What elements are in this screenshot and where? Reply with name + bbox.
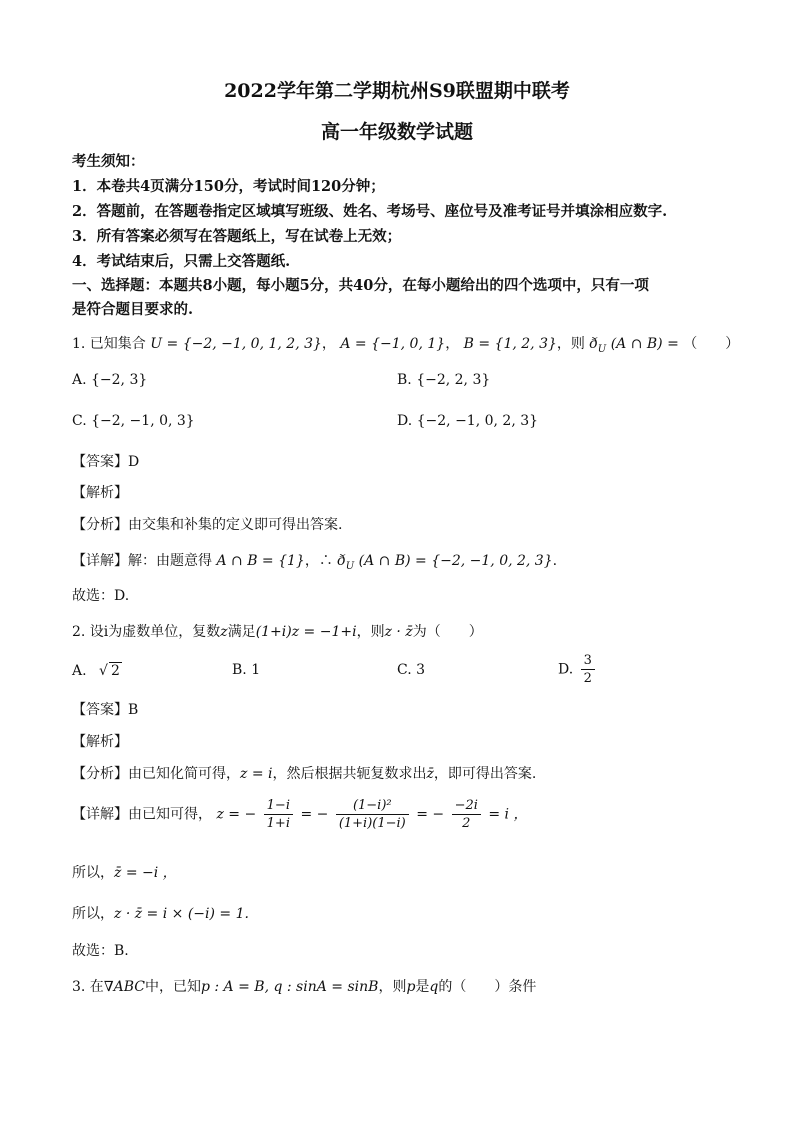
q2-stem-b: 满足	[227, 624, 256, 640]
q3-stem-e: 的（ ）条件	[438, 979, 537, 995]
q1-guxuan: 故选：D.	[72, 588, 130, 604]
q1-prefix: 1. 已知集合	[72, 336, 146, 352]
fenxi-tag: 【分析】	[72, 766, 128, 782]
question-2-stem	[72, 621, 483, 641]
q2-equation: (1+i)z = −1+i	[255, 624, 357, 640]
q1-blank: （ ）	[683, 336, 740, 352]
q2-xiangjie	[72, 797, 527, 832]
q1-option-c: C. {−2, −1, 0, 3}	[72, 413, 195, 429]
q2-option-a: A. √ 2	[72, 663, 120, 679]
fenxi-text-a: 由已知化简可得，	[128, 766, 240, 782]
notice-item-2: 2．答题前，在答题卷指定区域填写班级、姓名、考场号、座位号及准考证号并填涂相应数字.	[72, 203, 668, 220]
q1-jiexi: 【解析】	[72, 485, 128, 501]
suoyi-pre: 所以，	[72, 906, 114, 922]
notice-item-3: 3．所有答案必须写在答题纸上，写在试卷上无效；	[72, 228, 402, 245]
q2-option-d-fraction: $\frac{3}{2}$	[581, 652, 595, 687]
complement-symbol: ð	[337, 553, 346, 569]
suoyi-pre: 所以，	[72, 865, 114, 881]
exam-title: 2022学年第二学期杭州S9联盟期中联考	[224, 80, 570, 102]
q2-answer	[72, 699, 138, 719]
z-equals: z = −	[216, 806, 257, 823]
q3-stem-c: ，则	[378, 979, 407, 995]
q2-suoyi-2	[72, 903, 249, 923]
q1-option-a: A. {−2, 3}	[72, 372, 148, 388]
complement-sub: U	[345, 560, 355, 572]
xiangjie-mid: ，∴	[304, 553, 333, 569]
suoyi-expr: z̄ = −i ，	[114, 865, 177, 881]
xiangjie-tag: 【详解】	[72, 806, 128, 823]
q1-set-u: U = {−2, −1, 0, 1, 2, 3}	[150, 336, 322, 352]
notice-item-4: 4．考试结束后，只需上交答题纸.	[72, 253, 291, 270]
notice-item-1: 1．本卷共4页满分150分，考试时间120分钟；	[72, 178, 385, 195]
section-heading: 一、选择题：本题共8小题，每小题5分，共40分，在每小题给出的四个选项中，只有一项	[72, 277, 649, 294]
complement-symbol: ð	[589, 336, 598, 352]
q3-triangle: ∇ABC	[103, 979, 145, 995]
q1-fenxi	[72, 514, 342, 534]
q2-option-a-value: 2	[110, 663, 120, 679]
equals-4: = i ，	[488, 806, 528, 823]
q1-xiangjie	[72, 550, 557, 572]
q2-z: z	[220, 624, 228, 640]
complement-sub: U	[597, 343, 607, 355]
xiangjie-pre: 由已知可得，	[128, 806, 212, 823]
equals-2: = −	[300, 806, 329, 823]
question-3-stem	[72, 976, 536, 996]
q2-jiexi: 【解析】	[72, 734, 128, 750]
q1-option-d: D. {−2, −1, 0, 2, 3}	[397, 413, 539, 429]
q1-answer	[72, 451, 139, 471]
q2-stem-c: ，则	[356, 624, 385, 640]
q2-product: z · z̄	[384, 624, 413, 640]
answer-value: D	[128, 454, 140, 470]
fraction-1: $\frac{1-i}{1+i}$	[264, 797, 293, 832]
q2-option-a-label: A.	[72, 663, 87, 679]
fraction-2: $\frac{\text{(1−i)²}}{(1+i)(1-i)}$	[336, 797, 409, 832]
q2-option-b: B. 1	[232, 662, 261, 678]
xiangjie-end: .	[552, 553, 558, 569]
q1-option-b: B. {−2, 2, 3}	[397, 372, 491, 388]
fraction-3: $\frac{-2i}{2}$	[452, 797, 481, 832]
q1-ask-expr: (A ∩ B) =	[610, 336, 679, 352]
q2-suoyi-1	[72, 862, 177, 882]
q3-stem-a: 3. 在	[72, 979, 104, 995]
equals-3: = −	[416, 806, 445, 823]
answer-tag: 【答案】	[72, 702, 128, 718]
q2-stem-d: 为（ ）	[412, 624, 483, 640]
q2-option-d	[558, 652, 598, 687]
section-heading-cont: 是符合题目要求的.	[72, 301, 194, 318]
answer-tag: 【答案】	[72, 454, 128, 470]
xiangjie-pre: 解：由题意得	[128, 553, 212, 569]
fenxi-text-b: ，然后根据共轭复数求出	[272, 766, 427, 782]
q1-set-b: B = {1, 2, 3}	[463, 336, 557, 352]
suoyi-expr: z · z̄ = i × (−i) = 1.	[114, 906, 249, 922]
exam-subtitle: 高一年级数学试题	[320, 121, 473, 143]
fenxi-zbar: z̄	[426, 766, 434, 782]
fenxi-expr: z = i	[240, 766, 273, 782]
xiangjie-expr2: (A ∩ B) = {−2, −1, 0, 2, 3}	[358, 553, 553, 569]
q3-stem-d: 是	[415, 979, 430, 995]
q3-condition: p : A = B, q : sinA = sinB	[200, 979, 379, 995]
question-1-stem: 1. 已知集合 U = {−2, −1, 0, 1, 2, 3}， A = {−1, 0, 1}， B = {1, 2, 3}，则 $ð_U$ (A ∩ B) = （ ）	[72, 336, 740, 355]
q2-stem-a: 2. 设i为虚数单位，复数	[72, 624, 221, 640]
notice-heading: 考生须知：	[72, 153, 145, 170]
fenxi-text-c: ，即可得出答案.	[433, 766, 537, 782]
q2-option-d-label: D.	[558, 661, 574, 678]
q3-p: p	[406, 979, 416, 995]
q1-ask-prefix: ，则	[556, 336, 585, 352]
fenxi-tag: 【分析】	[72, 517, 128, 533]
q3-q: q	[429, 979, 439, 995]
q2-option-c: C. 3	[397, 662, 426, 678]
fenxi-text: 由交集和补集的定义即可得出答案.	[128, 517, 343, 533]
xiangjie-expr1: A ∩ B = {1}	[216, 553, 305, 569]
q3-stem-b: 中，已知	[144, 979, 201, 995]
q1-set-a: A = {−1, 0, 1}	[340, 336, 446, 352]
q2-fenxi	[72, 763, 536, 783]
answer-value: B	[128, 702, 139, 718]
xiangjie-tag: 【详解】	[72, 553, 128, 569]
q2-guxuan: 故选：B.	[72, 943, 129, 959]
